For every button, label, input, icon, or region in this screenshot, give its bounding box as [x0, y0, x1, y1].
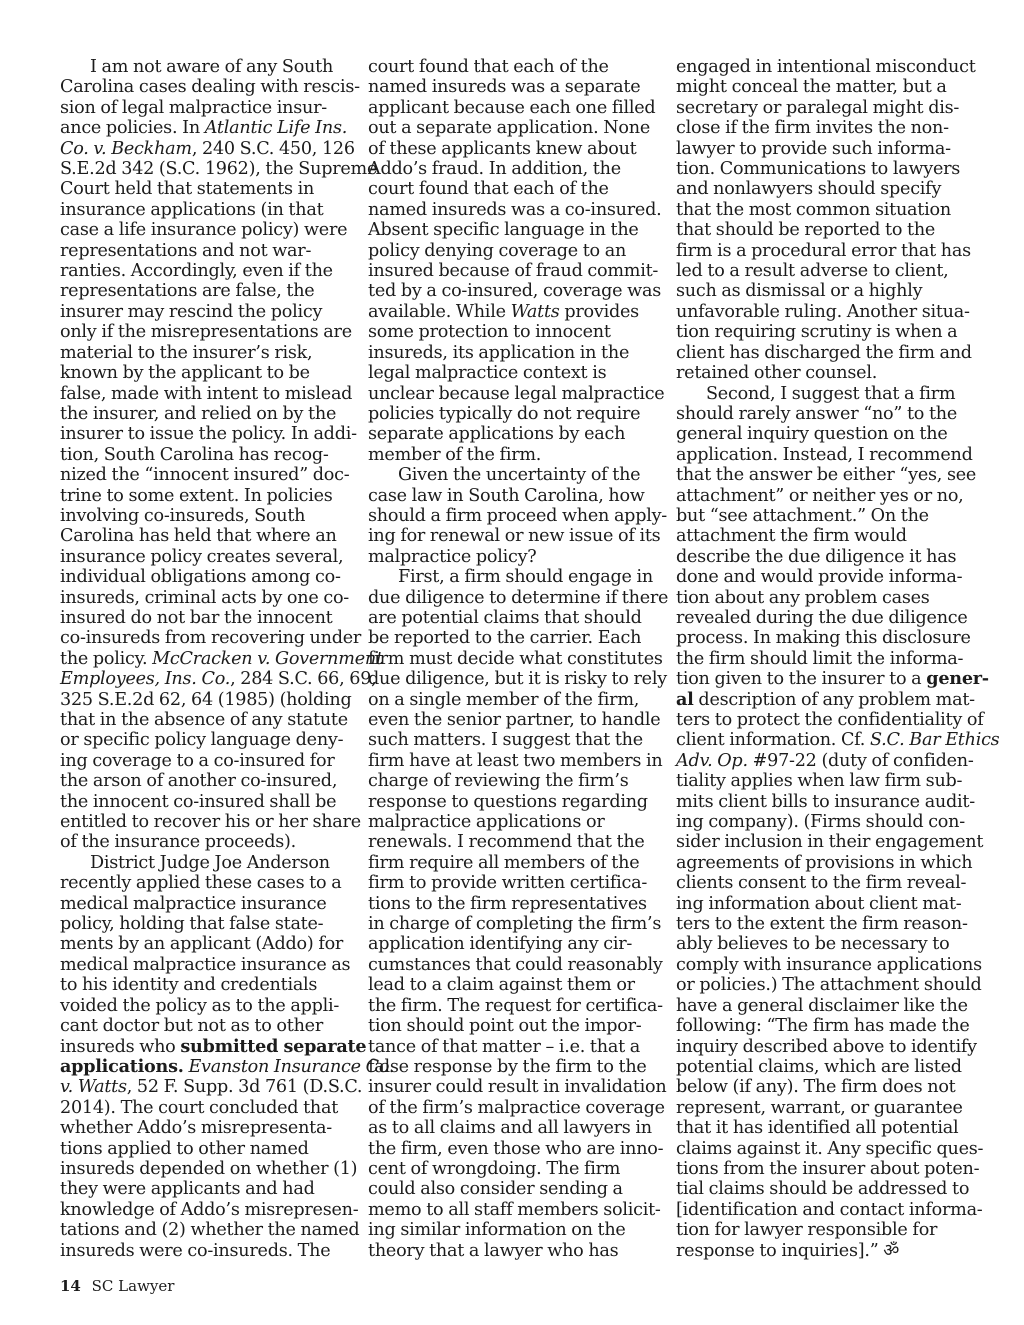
text-line: ably believes to be necessary to — [676, 934, 950, 955]
text-line: agreements of provisions in which — [676, 852, 973, 873]
text-line: firm require all members of the — [368, 852, 640, 873]
text-line: ing company). (Firms should con- — [676, 812, 965, 833]
text-line: general inquiry question on the — [676, 424, 948, 445]
text-line: Carolina cases dealing with rescis- — [60, 77, 360, 98]
text-line: cumstances that could reasonably — [368, 954, 663, 975]
text-line: lead to a claim against them or — [368, 975, 635, 996]
text-line: lawyer to provide such informa- — [676, 138, 951, 159]
text-line — [60, 669, 377, 690]
text-segment: client information. Cf. — [676, 730, 870, 751]
text-line: ing information about client mat- — [676, 893, 962, 914]
text-line: S.E.2d 342 (S.C. 1962), the Supreme — [60, 159, 378, 180]
text-line: Addo’s fraud. In addition, the — [368, 159, 621, 180]
text-line: they were applicants and had — [60, 1179, 315, 1200]
text-line: voided the policy as to the appli- — [60, 995, 340, 1016]
text-line: tions to the firm representatives — [368, 893, 647, 914]
text-line: representations and not war- — [60, 240, 312, 261]
text-line: tions from the insurer about poten- — [676, 1158, 980, 1179]
text-line: the innocent co-insured shall be — [60, 791, 337, 812]
text-line: such matters. I suggest that the — [368, 730, 643, 751]
bold-text: al — [676, 688, 694, 710]
text-line — [368, 302, 658, 322]
text-line: client has discharged the firm and — [676, 342, 972, 363]
text-line: malpractice policy? — [368, 546, 537, 567]
text-line: ters to protect the confidentiality of — [676, 710, 984, 730]
text-line — [676, 668, 989, 690]
text-line: insureds depended on whether (1) — [60, 1158, 358, 1179]
text-line: application. Instead, I recommend — [676, 444, 973, 465]
page-number: 14 — [60, 1277, 81, 1295]
text-line: tance of that matter – i.e. that a — [368, 1036, 640, 1057]
text-line — [60, 138, 355, 159]
text-line: policy, holding that false state- — [60, 914, 324, 935]
page-footer — [60, 1277, 174, 1295]
text-line: but “see attachment.” On the — [676, 505, 929, 526]
citation-text: v. Watts — [60, 1077, 127, 1098]
text-line: revealed during the due diligence — [676, 607, 968, 628]
text-line: attachment the firm would — [676, 526, 907, 547]
text-line: insureds, criminal acts by one co- — [60, 587, 350, 608]
text-line — [676, 730, 1000, 751]
text-line: the firm. The request for certifica- — [368, 995, 663, 1016]
text-line: material to the insurer’s risk, — [60, 342, 313, 363]
text-line: named insureds was a separate — [368, 77, 641, 98]
text-segment: , 240 S.C. 450, 126 — [191, 138, 355, 159]
text-line: comply with insurance applications — [676, 954, 982, 975]
text-line: of the firm’s malpractice coverage — [368, 1097, 665, 1118]
text-line: claims against it. Any specific ques- — [676, 1138, 984, 1159]
text-line: knowledge of Addo’s misrepresen- — [60, 1199, 359, 1220]
text-line: insureds, its application in the — [368, 342, 630, 363]
text-line: court found that each of the — [368, 179, 609, 200]
text-line: might conceal the matter, but a — [676, 77, 947, 98]
text-line: response to questions regarding — [368, 791, 648, 812]
text-line: court found that each of the — [368, 57, 609, 77]
text-line: insurer could result in invalidation — [368, 1077, 667, 1098]
text-line: led to a result adverse to client, — [676, 261, 949, 282]
text-line: and nonlawyers should specify — [676, 179, 942, 200]
text-line: theory that a lawyer who has — [368, 1240, 619, 1261]
text-line: tations and (2) whether the named — [60, 1220, 360, 1241]
text-line: clients consent to the firm reveal- — [676, 873, 967, 894]
text-line: inquiry described above to identify — [676, 1036, 977, 1057]
text-line: ted by a co-insured, coverage was — [368, 281, 661, 302]
text-line: ranties. Accordingly, even if the — [60, 261, 333, 282]
text-segment: provides — [559, 301, 639, 322]
text-line: some protection to innocent — [368, 322, 611, 343]
text-line: below (if any). The firm does not — [676, 1077, 956, 1098]
text-line: recently applied these cases to a — [60, 873, 342, 894]
text-line: that the most common situation — [676, 199, 951, 220]
citation-text: Employees, Ins. Co. — [60, 669, 231, 690]
text-line: co-insureds from recovering under — [60, 628, 362, 649]
text-line: case law in South Carolina, how — [368, 485, 645, 506]
text-line: could also consider sending a — [368, 1179, 623, 1200]
text-line — [60, 1035, 367, 1057]
text-line: that should be reported to the — [676, 220, 936, 241]
publication-name: SC Lawyer — [91, 1277, 175, 1295]
text-line: tion. Communications to lawyers — [676, 159, 961, 180]
text-line: 325 S.E.2d 62, 64 (1985) (holding — [60, 689, 352, 710]
text-line: insured do not bar the innocent — [60, 607, 333, 628]
text-segment: , 284 S.C. 66, 69, — [230, 669, 377, 690]
text-line: whether Addo’s misrepresenta- — [60, 1118, 332, 1139]
text-line: to his identity and credentials — [60, 975, 318, 996]
text-line: ing for renewal or new issue of its — [368, 526, 661, 547]
text-segment: ance policies. In — [60, 118, 205, 139]
text-line: due diligence, but it is risky to rely — [368, 669, 667, 690]
text-line: insureds were co-insureds. The — [60, 1240, 331, 1261]
text-line: tion, South Carolina has recog- — [60, 444, 329, 465]
text-line: of the insurance proceeds). — [60, 832, 296, 853]
text-line: applicant because each one filled — [368, 97, 656, 118]
article-column-1 — [60, 57, 395, 1261]
text-line — [60, 648, 383, 669]
text-line: are potential claims that should — [368, 607, 642, 628]
text-segment: description of any problem mat- — [693, 689, 975, 710]
text-line: policies typically do not require — [368, 403, 641, 424]
text-line: response to inquiries].” ॐ — [676, 1240, 900, 1261]
text-line: should rarely answer “no” to the — [676, 403, 958, 424]
text-line: insurer to issue the policy. In addi- — [60, 424, 357, 445]
text-line: process. In making this disclosure — [676, 628, 971, 649]
bold-text: applications. — [60, 1055, 184, 1077]
text-line: insurer may rescind the policy — [60, 301, 323, 322]
citation-text: Evanston Insurance Co. — [188, 1056, 395, 1077]
text-line: or policies.) The attachment should — [676, 975, 982, 996]
text-line: potential claims, which are listed — [676, 1056, 962, 1077]
citation-text: Atlantic Life Ins. — [204, 118, 348, 139]
text-line — [676, 688, 975, 710]
text-line: such as dismissal or a highly — [676, 281, 923, 302]
text-line: medical malpractice insurance as — [60, 954, 351, 975]
article-column-3 — [676, 57, 1000, 1261]
text-line: the firm, even those who are inno- — [368, 1138, 664, 1159]
text-line: in charge of completing the firm’s — [368, 914, 662, 935]
text-line: First, a firm should engage in — [398, 567, 653, 588]
text-line: known by the applicant to be — [60, 363, 310, 384]
text-line: firm is a procedural error that has — [676, 240, 971, 261]
text-line: unfavorable ruling. Another situa- — [676, 301, 970, 322]
text-line — [60, 1055, 395, 1077]
citation-text: Watts — [510, 301, 560, 322]
text-line: Carolina has held that where an — [60, 526, 337, 547]
text-line: cant doctor but not as to other — [60, 1016, 323, 1037]
text-line: ments by an applicant (Addo) for — [60, 934, 344, 955]
text-line: that it has identified all potential — [676, 1118, 959, 1139]
text-line: should a firm proceed when apply- — [368, 505, 667, 526]
text-line: attachment” or neither yes or no, — [676, 485, 964, 506]
text-line — [676, 750, 974, 771]
text-segment: insureds who — [60, 1036, 181, 1057]
text-line: I am not aware of any South — [90, 57, 334, 77]
text-line: done and would provide informa- — [676, 567, 963, 588]
text-line: medical malpractice insurance — [60, 893, 327, 914]
text-segment: , 52 F. Supp. 3d 761 (D.S.C. — [126, 1077, 363, 1098]
citation-text: McCracken v. Government — [152, 648, 383, 669]
text-line: insurance applications (in that — [60, 199, 324, 220]
text-line: secretary or paralegal might dis- — [676, 97, 960, 118]
text-segment: available. While — [368, 301, 511, 322]
text-line: firm must decide what constitutes — [368, 648, 663, 669]
text-line: tions applied to other named — [60, 1138, 309, 1159]
text-line: cent of wrongdoing. The firm — [368, 1158, 621, 1179]
text-line: firm have at least two members in — [368, 750, 663, 771]
text-line: or specific policy language deny- — [60, 730, 344, 751]
text-line: nized the “innocent insured” doc- — [60, 465, 350, 486]
text-line: as to all claims and all lawyers in — [368, 1118, 652, 1139]
text-line: tion should point out the impor- — [368, 1016, 642, 1037]
text-line — [60, 118, 350, 138]
text-line: Court held that statements in — [60, 179, 315, 200]
text-line: following: “The firm has made the — [676, 1016, 970, 1037]
text-segment: #97-22 (duty of confiden- — [747, 750, 974, 771]
text-line: named insureds was a co-insured. — [368, 199, 662, 220]
text-line: on a single member of the firm, — [368, 689, 640, 710]
text-line: representations are false, the — [60, 281, 315, 302]
citation-text: S.C. Bar Ethics — [870, 730, 1000, 751]
text-line: sider inclusion in their engagement — [676, 832, 984, 853]
text-line: unclear because legal malpractice — [368, 383, 665, 404]
text-line: due diligence to determine if there — [368, 587, 669, 608]
text-line: application identifying any cir- — [368, 934, 633, 955]
text-line: charge of reviewing the firm’s — [368, 771, 629, 792]
text-line: have a general disclaimer like the — [676, 995, 968, 1016]
text-line: ters to the extent the firm reason- — [676, 914, 968, 935]
text-line: malpractice applications or — [368, 812, 605, 833]
text-line: describe the due diligence it has — [676, 546, 957, 567]
bold-text: submitted separate — [180, 1035, 367, 1057]
text-line: legal malpractice context is — [368, 363, 607, 384]
text-line: the firm should limit the informa- — [676, 648, 964, 669]
text-line: firm to provide written certifica- — [368, 873, 648, 894]
text-line: Second, I suggest that a firm — [706, 383, 956, 404]
text-line: that in the absence of any statute — [60, 710, 348, 730]
text-line: [identification and contact informa- — [676, 1199, 983, 1220]
text-line: of these applicants knew about — [368, 138, 637, 159]
text-line: that the answer be either “yes, see — [676, 465, 977, 486]
text-line: the arson of another co-insured, — [60, 771, 338, 792]
text-line: the insurer, and relied on by the — [60, 403, 337, 424]
text-line: 2014). The court concluded that — [60, 1097, 339, 1118]
text-line: tion for lawyer responsible for — [676, 1220, 938, 1241]
text-line: trine to some extent. In policies — [60, 485, 333, 506]
text-line: tiality applies when law firm sub- — [676, 771, 963, 792]
text-line: insured because of fraud commit- — [368, 261, 659, 282]
article-column-2 — [368, 57, 669, 1261]
text-line: false, made with intent to mislead — [60, 383, 353, 404]
text-line: renewals. I recommend that the — [368, 832, 645, 853]
text-line: ing coverage to a co-insured for — [60, 750, 335, 771]
citation-text: Co. v. Beckham — [60, 138, 192, 159]
text-line: Absent specific language in the — [368, 220, 639, 241]
text-segment: the policy. — [60, 648, 153, 669]
text-line: separate applications by each — [368, 424, 626, 445]
text-line: out a separate application. None — [368, 118, 650, 139]
text-line: mits client bills to insurance audit- — [676, 791, 975, 812]
text-line: case a life insurance policy) were — [60, 220, 348, 241]
text-line: even the senior partner, to handle — [368, 710, 661, 730]
text-line: ing similar information on the — [368, 1220, 626, 1241]
text-line: sion of legal malpractice insur- — [60, 97, 327, 118]
text-line: represent, warrant, or guarantee — [676, 1097, 963, 1118]
text-line: false response by the firm to the — [368, 1056, 647, 1077]
text-line: District Judge Joe Anderson — [90, 852, 330, 873]
text-line: retained other counsel. — [676, 363, 878, 384]
text-line: tion about any problem cases — [676, 587, 930, 608]
text-line: tion requiring scrutiny is when a — [676, 322, 958, 343]
bold-text: gener- — [926, 668, 989, 690]
text-line — [60, 1077, 363, 1098]
text-line: insurance policy creates several, — [60, 546, 344, 567]
text-line: involving co-insureds, South — [60, 505, 306, 526]
text-line: memo to all staff members solicit- — [368, 1199, 661, 1220]
text-line: entitled to recover his or her share — [60, 812, 361, 833]
text-line: tial claims should be addressed to — [676, 1179, 970, 1200]
text-line: be reported to the carrier. Each — [368, 628, 642, 649]
text-segment: tion given to the insurer to a — [676, 669, 927, 690]
text-line: only if the misrepresentations are — [60, 322, 352, 343]
text-line: close if the firm invites the non- — [676, 118, 949, 139]
text-line: Given the uncertainty of the — [398, 465, 641, 486]
text-line: member of the firm. — [368, 444, 542, 465]
citation-text: Adv. Op. — [676, 750, 748, 771]
text-line: individual obligations among co- — [60, 567, 341, 588]
text-line: engaged in intentional misconduct — [676, 57, 976, 77]
text-line: policy denying coverage to an — [368, 240, 627, 261]
